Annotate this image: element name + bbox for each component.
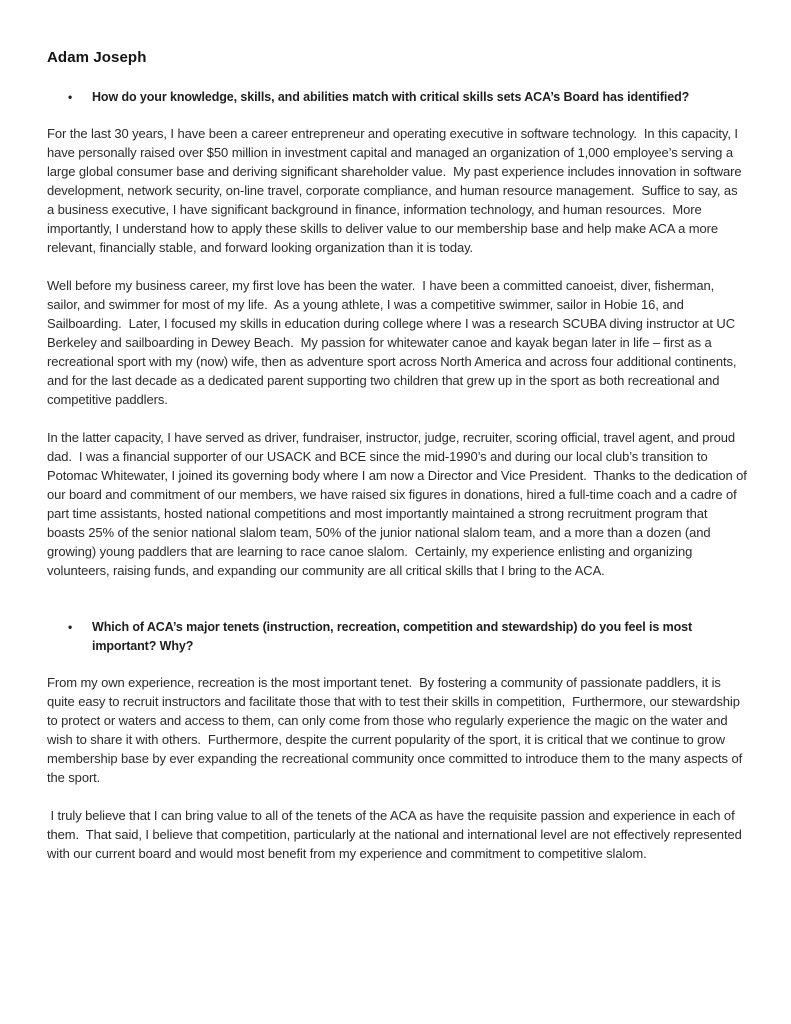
answer-2-paragraph-2: I truly believe that I can bring value to all of the tenets of the ACA as have the requisite passion and experience in each of them. That said, I believe that competition, particularly at the national and international level are not effectively represented with our current board and would most benefit from my experience and commitment to competitive slalom.	[47, 808, 746, 861]
answer-1-paragraph-1: For the last 30 years, I have been a career entrepreneur and operating executive in software technology. In this capacity, I have personally raised over $50 million in investment capital and managed an organization of 1,000 employee’s serving a large global consumer base and deriving significant shareholder value. My past experience includes innovation in software development, network security, on-line travel, corporate compliance, and human resource management. Suffice to say, as a business executive, I have significant background in finance, information technology, and human resources. More importantly, I understand how to apply these skills to deliver value to our membership base and help make ACA a more relevant, financially stable, and forward looking organization than it is today.	[47, 126, 746, 255]
question-1-text: How do your knowledge, skills, and abilities match with critical skills sets ACA’s Board has identified?	[92, 90, 690, 104]
bullet-icon: •	[68, 620, 73, 634]
question-item-1	[68, 88, 748, 107]
answer-2-paragraph-1: From my own experience, recreation is the most important tenet. By fostering a community of passionate paddlers, it is quite easy to recruit instructors and facilitate those that with to test their skills in competition, Furthermore, our stewardship to protect or waters and access to them, can only come from those who regularly experience the magic on the water and wish to share it with others. Furthermore, despite the current popularity of the sport, it is critical that we continue to grow membership base by ever expanding the recreational community once committed to introduce them to the many aspects of the sport.	[47, 675, 746, 785]
document-title: Adam Joseph	[47, 49, 147, 66]
question-2-text: Which of ACA’s major tenets (instruction, recreation, competition and stewardship) do you feel is most important? Why?	[92, 620, 693, 653]
answer-1-paragraph-3: In the latter capacity, I have served as driver, fundraiser, instructor, judge, recruiter, scoring official, travel agent, and proud dad. I was a financial supporter of our USACK and BCE since the mid-1990’s and during our local club’s transition to Potomac Whitewater, I joined its governing body where I am now a Director and Vice President. Thanks to the dedication of our board and commitment of our members, we have raised six figures in donations, hired a full-time coach and a cadre of part time assistants, hosted national competitions and most importantly maintained a strong recruitment program that boasts 25% of the senior national slalom team, 50% of the junior national slalom team, and a more than a dozen (and growing) young paddlers that are learning to race canoe slalom. Certainly, my experience enlisting and organizing volunteers, raising funds, and expanding our community are all critical skills that I bring to the ACA.	[47, 430, 751, 578]
answer-1-paragraph-2: Well before my business career, my first love has been the water. I have been a committed canoeist, diver, fisherman, sailor, and swimmer for most of my life. As a young athlete, I was a competitive swimmer, sailor in Hobie 16, and Sailboarding. Later, I focused my skills in education during college where I was a research SCUBA diving instructor at UC Berkeley and sailboarding in Dewey Beach. My passion for whitewater canoe and kayak began later in life – first as a recreational sport with my (now) wife, then as adventure sport across North America and across four additional continents, and for the last decade as a dedicated parent supporting two children that grew up in the sport as both recreational and competitive paddlers.	[47, 278, 740, 407]
question-item-2	[68, 618, 748, 656]
bullet-icon: •	[68, 90, 73, 104]
